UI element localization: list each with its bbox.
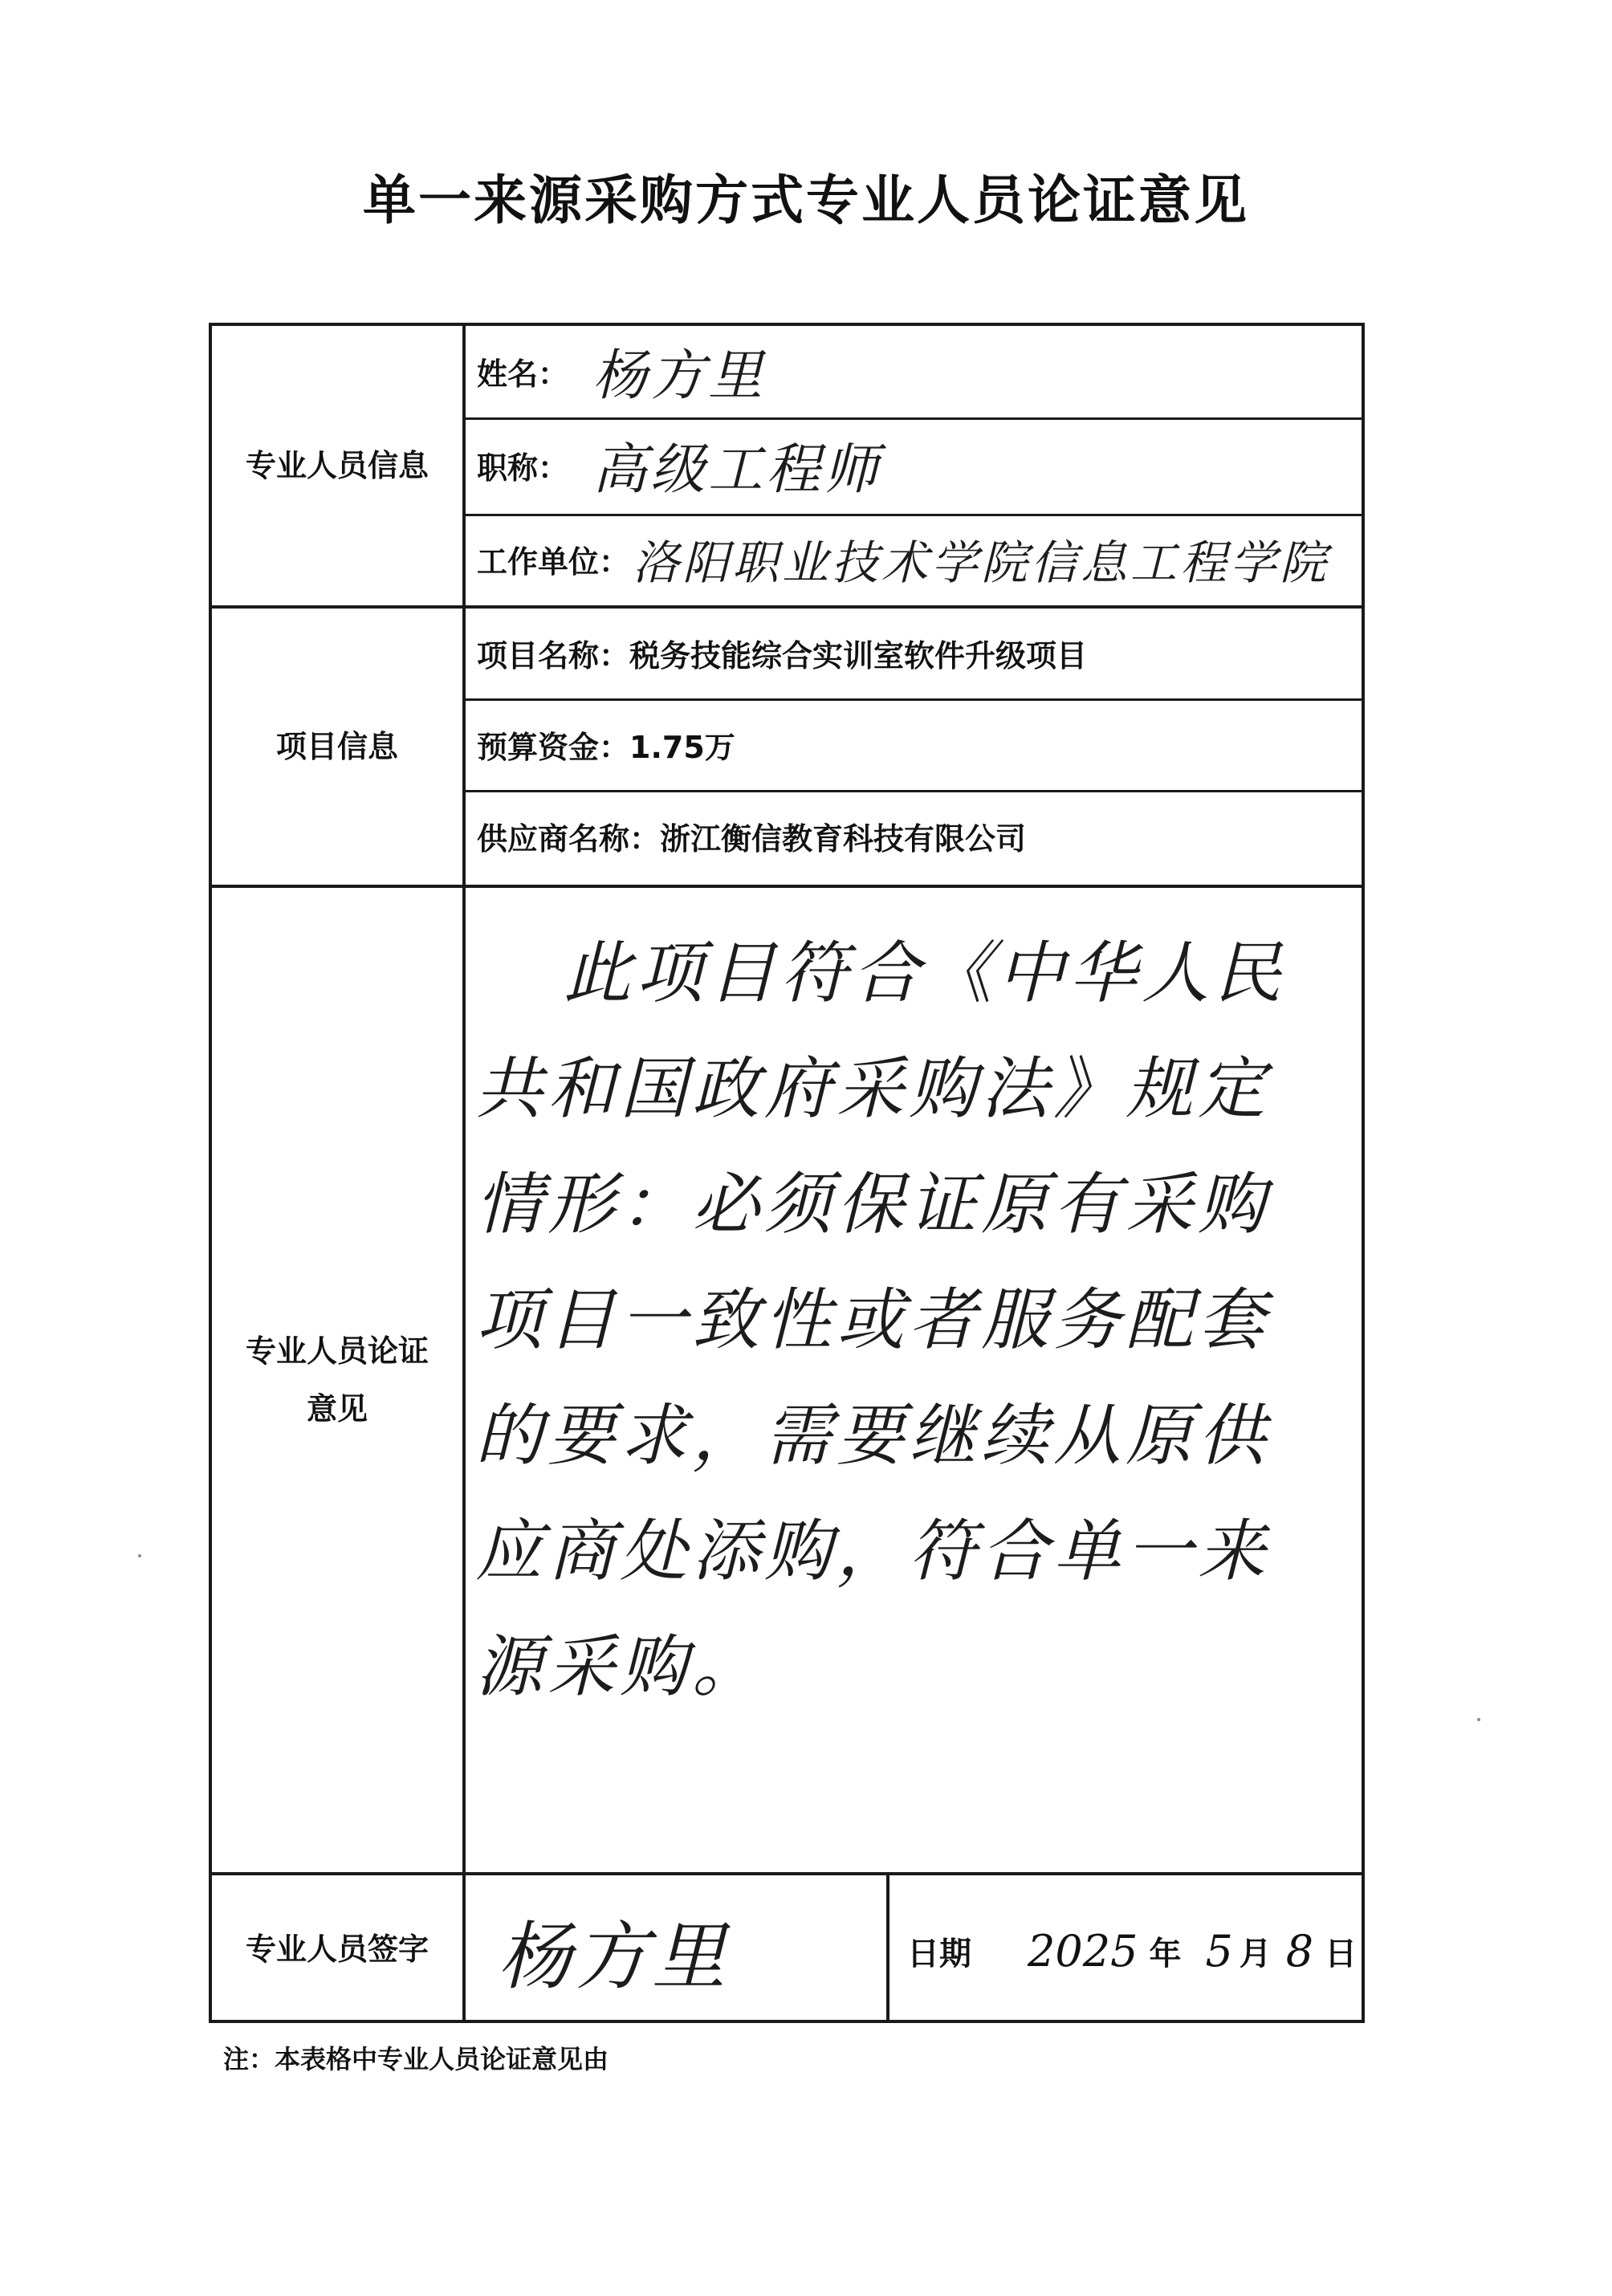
title-field xyxy=(477,417,881,512)
date-month: 5 xyxy=(1205,1925,1233,1976)
opinion-label xyxy=(212,888,462,1872)
signature-divider xyxy=(886,1874,889,2023)
project-info-text: 项目信息 xyxy=(275,728,398,764)
date-day: 8 xyxy=(1285,1925,1314,1976)
signature-value: 杨方里 xyxy=(498,1914,730,2000)
date-month-unit: 月 xyxy=(1239,1935,1272,1972)
signature-field xyxy=(498,1879,729,2023)
name-label: 姓名： xyxy=(477,356,569,392)
budget-label: 预算资金： xyxy=(477,729,630,765)
opinion-label-line2: 意见 xyxy=(306,1391,368,1427)
footnote: 注：本表格中专业人员论证意见由 xyxy=(223,2044,609,2074)
personnel-info-text: 专业人员信息 xyxy=(245,447,429,483)
name-value: 杨方里 xyxy=(592,344,767,408)
column-divider xyxy=(462,326,466,2023)
signature-label xyxy=(212,1875,462,2023)
date-label: 日期 xyxy=(907,1935,971,1972)
document-title: 单一来源采购方式专业人员论证意见 xyxy=(363,169,1249,231)
name-field xyxy=(477,326,766,416)
date-year: 2025 xyxy=(1028,1925,1138,1976)
budget-field xyxy=(477,698,735,790)
budget-value: 1.75万 xyxy=(629,729,735,765)
unit-label: 工作单位： xyxy=(477,543,630,580)
project-name-label: 项目名称： xyxy=(477,637,630,674)
title-value: 高级工程师 xyxy=(592,438,882,502)
scan-speck xyxy=(1477,1718,1480,1721)
supplier-value: 浙江衡信教育科技有限公司 xyxy=(660,820,1027,857)
date-field xyxy=(907,1879,1357,2023)
supplier-field xyxy=(477,790,1026,881)
date-day-unit: 日 xyxy=(1325,1935,1358,1972)
personnel-info-label xyxy=(212,326,462,605)
project-name-value: 税务技能综合实训室软件升级项目 xyxy=(629,637,1088,674)
title-label: 职称： xyxy=(477,450,569,486)
project-name-field xyxy=(477,607,1087,698)
unit-value: 洛阳职业技术学院信息工程学院 xyxy=(633,535,1330,590)
unit-field xyxy=(477,514,1329,604)
scan-speck xyxy=(138,1554,141,1557)
date-year-unit: 年 xyxy=(1149,1935,1182,1972)
signature-label-text: 专业人员签字 xyxy=(245,1931,429,1967)
supplier-label: 供应商名称： xyxy=(477,820,661,857)
project-info-label xyxy=(212,609,462,885)
opinion-text: 此项目符合《中华人民共和国政府采购法》规定情形：必须保证原有采购项目一致性或者服务配套的要求，需要继续从原供应商处添购，符合单一来源采购。 xyxy=(475,934,1287,1706)
opinion-label-line1: 专业人员论证 xyxy=(245,1333,429,1369)
